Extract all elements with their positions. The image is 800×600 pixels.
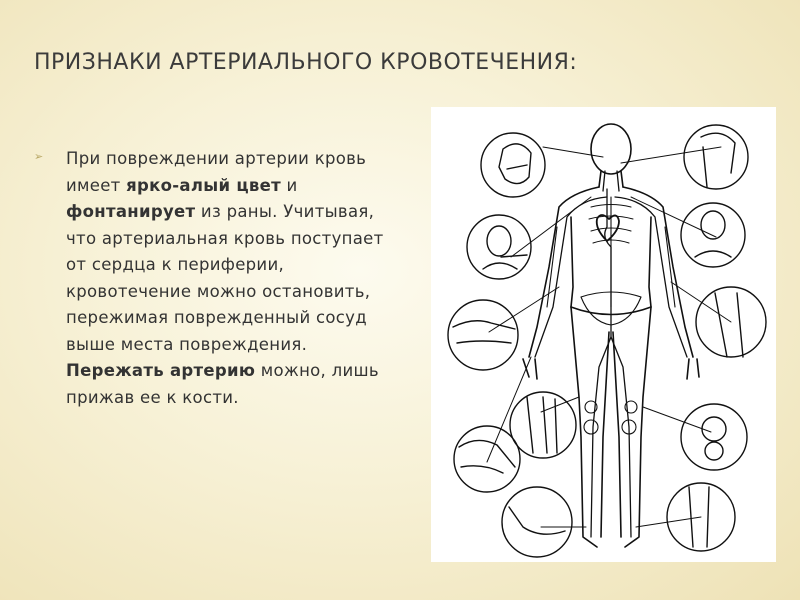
emphasis-compress-artery: Пережать артерию <box>66 361 256 380</box>
text-segment: При повреждении артерии кровь имеет <box>66 149 367 195</box>
text-segment: можно, лишь прижав ее к кости. <box>66 361 379 407</box>
bullet-text <box>66 146 396 411</box>
anatomy-figure <box>431 107 776 562</box>
emphasis-spurts: фонтанирует <box>66 202 196 221</box>
text-segment: и <box>281 175 298 195</box>
slide-title: ПРИЗНАКИ АРТЕРИАЛЬНОГО КРОВОТЕЧЕНИЯ: <box>34 50 578 75</box>
emphasis-bright-red-color: ярко-алый цвет <box>126 175 281 195</box>
anatomy-arteries-pressure-points-illustration <box>431 107 776 562</box>
text-segment: из раны. Учитывая, что артериальная кровь поступает от сердца к периферии, кровотечение можно остановить, пережимая поврежденный сосуд выше места повреждения. <box>66 202 384 354</box>
bullet-icon: ➢ <box>34 150 44 163</box>
